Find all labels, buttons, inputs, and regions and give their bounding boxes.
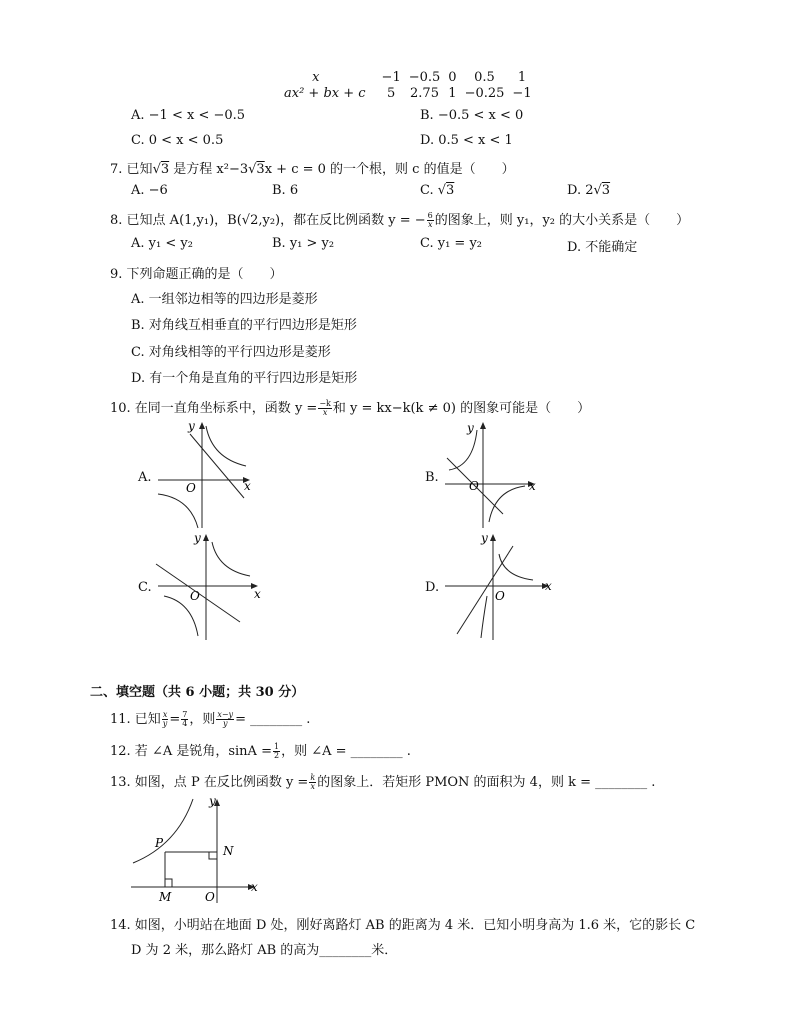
table-row-label: ax² + bx + c [284,86,366,101]
right-angle-mark [165,879,172,887]
point-m-label: M [159,890,172,904]
q8-fraction [427,212,434,229]
q14-line-1: 14. 如图，小明站在地面 D 处，刚好离路灯 AB 的距离为 4 米．已知小明身高为 1.6 米，它的影长 C [110,918,696,933]
frac-numerator: k [310,773,316,782]
q10-pre: 10. 在同一直角坐标系中，函数 y = [110,401,318,416]
q12-pre: 12. 若 ∠A 是锐角，sinA = [110,744,272,759]
axis-y-label: y [194,531,201,545]
q10-graph-c [150,530,265,642]
q7-option-c [420,183,454,198]
q7-option-d-arg: 3 [601,183,611,198]
q8-mid: 2,y₂)，都在反比例函数 y = − [250,213,426,228]
q11-eq: = [169,712,181,727]
hyperbola-branch [499,554,533,580]
hyperbola-branch [481,596,487,638]
q9-option-b: B. 对角线互相垂直的平行四边形是矩形 [131,318,357,333]
table-cell: 5 [386,86,396,101]
axis-x-label: x [244,479,251,493]
table-cell: 0.5 [474,70,495,85]
frac-numerator: −k [319,399,331,408]
q8-post: 的图象上，则 y₁，y₂ 的大小关系是（ ） [434,213,690,228]
line-graph [156,564,240,622]
axis-x-label: x [254,587,261,601]
hyperbola-branch [133,799,193,863]
sqrt-icon: √ [241,213,251,228]
q7-sqrt-arg-2: 3 [256,162,265,177]
hyperbola-branch [212,542,250,576]
q14-line-2: D 为 2 米，那么路灯 AB 的高为________米． [131,943,398,958]
q6-option-c: C. 0 < x < 0.5 [131,133,224,148]
table-cell: 1 [448,86,457,101]
q10-graph-b [437,418,547,530]
q6-option-d: D. 0.5 < x < 1 [420,133,513,148]
q12-fraction [273,743,280,760]
q11-stem [110,708,310,728]
q10-label-c: C. [138,580,152,595]
frac-numerator: 7 [182,710,188,719]
q13-post: 的图象上．若矩形 PMON 的面积为 4，则 k = ________ . [317,775,656,790]
table-cell: 1 [517,70,527,85]
q8-stem [110,209,689,229]
axis-y-label: y [188,419,195,433]
q11-fraction-2 [181,711,188,728]
hyperbola-branch [158,494,198,528]
q13-stem [110,771,655,791]
axis-x-label: x [545,579,552,593]
frac-numerator: x [162,710,168,719]
q11-fraction-1 [162,711,169,728]
section-title: 二、填空题（共 6 小题；共 30 分） [90,685,305,700]
sqrt-icon: √ [593,183,602,198]
frac-numerator: 1 [273,742,280,751]
q10-fraction [318,400,332,417]
q12-stem [110,740,411,760]
frac-denominator: y [222,719,228,728]
line-graph [447,458,503,514]
q8-option-b: B. y₁ > y₂ [272,236,335,251]
q9-option-d: D. 有一个角是直角的平行四边形是矩形 [131,371,358,386]
table-cell: −1 [381,70,401,85]
y-arrow-icon [203,534,209,541]
q7-option-d-label: D. 2 [567,183,594,198]
q8-option-d: D. 不能确定 [567,240,638,255]
frac-denominator: x [310,782,316,791]
right-angle-mark [209,852,217,859]
q11-fraction-3 [216,711,234,728]
q13-fraction [309,774,316,791]
frac-denominator: x [427,220,433,229]
point-n-label: N [223,844,234,858]
frac-denominator: y [162,719,168,728]
q7-option-c-arg: 3 [446,183,455,198]
q13-pre: 13. 如图，点 P 在反比例函数 y = [110,775,309,790]
q10-graph-d [437,530,557,642]
q12-post: ，则 ∠A = ________ . [281,744,411,759]
q10-label-d: D. [425,580,440,595]
value-table [280,70,536,102]
q10-label-b: B. [425,470,439,485]
table-cell: −0.5 [408,70,441,85]
q9-option-c: C. 对角线相等的平行四边形是菱形 [131,345,331,360]
q13-figure [125,793,265,905]
frac-denominator: x [322,408,328,417]
q7-option-b: B. 6 [272,183,299,198]
q6-option-a: A. −1 < x < −0.5 [131,108,246,123]
axis-y-label: y [481,531,488,545]
q7-pre: 已知 [126,162,153,177]
axis-x-label: x [529,479,536,493]
q10-stem [110,397,590,417]
q9-option-a: A. 一组邻边相等的四边形是菱形 [131,292,318,307]
origin-label: O [186,481,196,495]
table-cell: −0.25 [464,86,505,101]
axis-y-label: y [209,794,216,808]
q9-stem: 9. 下列命题正确的是（ ） [110,267,283,282]
sqrt-icon: √ [248,162,257,177]
table-cell: 0 [448,70,457,85]
origin-label: O [469,479,479,493]
q10-graph-a [150,418,260,530]
q11-mid: ，则 [189,712,216,727]
q7-option-a: A. −6 [131,183,168,198]
q11-post: = ________ . [235,712,311,727]
q7-option-c-label: C. [420,183,438,198]
axis-x-label: x [251,880,258,894]
origin-label: O [495,589,505,603]
q6-option-b: B. −0.5 < x < 0 [420,108,524,123]
sqrt-icon: √ [152,162,161,177]
q7-eq: x + c = 0 的一个根，则 c 的值是（ ） [264,162,515,177]
sqrt-icon: √ [437,183,447,198]
hyperbola-branch [489,486,525,522]
q10-post: 和 y = kx−k(k ≠ 0) 的图象可能是（ ） [332,401,591,416]
q7-sqrt-arg: 3 [160,162,170,177]
table-row [280,86,536,102]
origin-label: O [205,890,215,904]
table-cell: −1 [512,86,532,101]
q8-pre: 已知点 A(1,y₁)，B( [126,213,242,228]
table-cell: 2.75 [410,86,439,101]
q7-mid: 是方程 x²−3 [169,162,249,177]
y-arrow-icon [480,422,486,429]
q8-option-a: A. y₁ < y₂ [131,236,193,251]
q7-stem [110,158,515,177]
frac-denominator: 2 [273,751,280,760]
frac-numerator: x−y [217,710,234,719]
point-p-label: P [155,836,164,850]
y-arrow-icon [199,422,205,429]
q7-number: 7. [110,162,127,177]
table-row [280,70,536,86]
axis-y-label: y [467,421,474,435]
line-graph [190,434,244,498]
origin-label: O [190,589,200,603]
q10-label-a: A. [138,470,152,485]
frac-denominator: 4 [182,719,188,728]
y-arrow-icon [490,534,496,541]
q11-pre: 11. 已知 [110,712,161,727]
q8-number: 8. [110,213,127,228]
q8-option-c: C. y₁ = y₂ [420,236,483,251]
frac-numerator: 6 [427,211,433,220]
q7-option-d [567,183,610,198]
table-row-label: x [312,70,320,85]
